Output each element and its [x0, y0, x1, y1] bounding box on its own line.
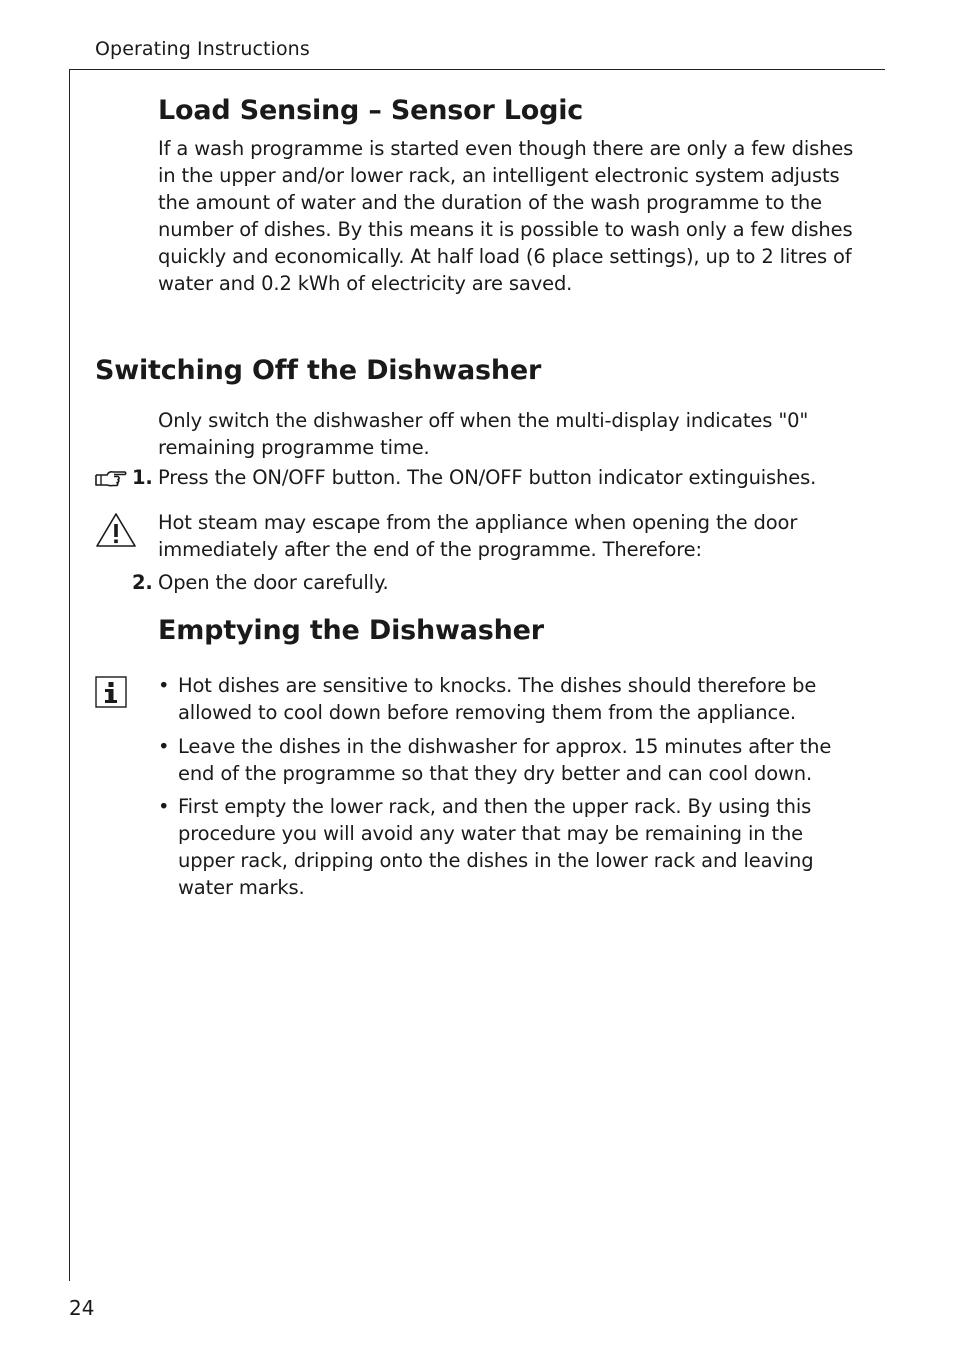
load-sensing-body: If a wash programme is started even though there are only a few dishes in the upper and/or lower rack, an intelligent electronic system adjusts the amount of water and the duration of the wash programme to the number of dishes. By this means it is possible to wash only a few dishes quickly and economically. At half load (6 place settings), up to 2 litres of water and 0.2 kWh of electricity are saved.: [158, 137, 854, 295]
bullet-dot: •: [158, 795, 170, 818]
list-item: [158, 733, 858, 787]
bullet-dot: •: [158, 674, 170, 697]
bullet-text: Hot dishes are sensitive to knocks. The dishes should therefore be allowed to cool down before removing them from the appliance.: [178, 674, 817, 724]
heading-emptying: Emptying the Dishwasher: [158, 615, 544, 646]
running-header: Operating Instructions: [95, 38, 310, 60]
step-2-number: 2.: [132, 571, 153, 594]
step-2-text: Open the door carefully.: [158, 571, 389, 594]
heading-switching-off: Switching Off the Dishwasher: [95, 355, 542, 386]
warning-text: Hot steam may escape from the appliance when opening the door immediately after the end of the programme. Therefore:: [158, 511, 798, 561]
header-rule: [69, 69, 885, 70]
page-number: 24: [69, 1296, 95, 1320]
heading-load-sensing: Load Sensing – Sensor Logic: [158, 95, 584, 126]
bullet-text: First empty the lower rack, and then the upper rack. By using this procedure you will avoid any water that may be remaining in the upper rack, dripping onto the dishes in the lower rack and leaving water marks.: [178, 795, 814, 899]
warning-triangle-icon: [95, 512, 137, 548]
pointing-hand-icon: [95, 467, 127, 489]
info-icon: [95, 676, 127, 708]
switching-off-intro: Only switch the dishwasher off when the multi-display indicates "0" remaining programme time.: [158, 409, 809, 459]
margin-rule: [69, 69, 70, 1281]
list-item: [158, 672, 858, 726]
step-1-text: Press the ON/OFF button. The ON/OFF button indicator extinguishes.: [158, 466, 817, 489]
bullet-text: Leave the dishes in the dishwasher for approx. 15 minutes after the end of the programme so that they dry better and can cool down.: [178, 735, 832, 785]
list-item: [158, 793, 858, 901]
bullet-dot: •: [158, 735, 170, 758]
step-1-number: 1.: [132, 466, 153, 489]
